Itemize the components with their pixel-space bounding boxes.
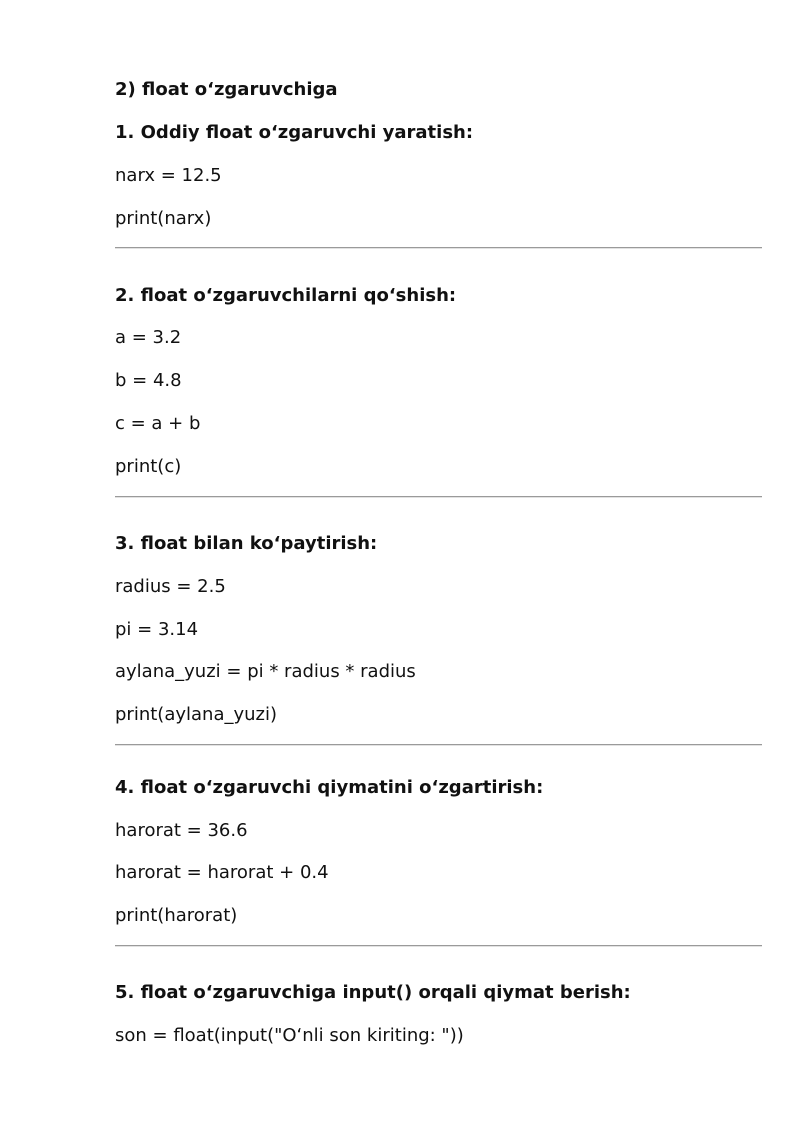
document-title: 2) float o‘zgaruvchiga [115, 79, 338, 100]
code-line: print(c) [115, 456, 182, 477]
code-line: harorat = harorat + 0.4 [115, 862, 329, 883]
code-line: c = a + b [115, 413, 201, 434]
section-divider [115, 247, 762, 249]
section-4-heading: 4. float o‘zgaruvchi qiymatini o‘zgartirish: [115, 777, 544, 798]
code-line: harorat = 36.6 [115, 820, 248, 841]
code-line: radius = 2.5 [115, 576, 226, 597]
code-line: b = 4.8 [115, 370, 182, 391]
code-line: print(narx) [115, 208, 212, 229]
section-2-heading: 2. float o‘zgaruvchilarni qo‘shish: [115, 285, 457, 306]
section-1-heading: 1. Oddiy float o‘zgaruvchi yaratish: [115, 122, 474, 143]
section-divider [115, 496, 762, 498]
section-divider [115, 945, 762, 947]
section-3-heading: 3. float bilan ko‘paytirish: [115, 533, 378, 554]
code-line: aylana_yuzi = pi * radius * radius [115, 661, 416, 682]
code-line: pi = 3.14 [115, 619, 199, 640]
code-line: narx = 12.5 [115, 165, 222, 186]
code-line: print(harorat) [115, 905, 238, 926]
code-line: print(aylana_yuzi) [115, 704, 277, 725]
code-line: a = 3.2 [115, 327, 182, 348]
section-5-heading: 5. float o‘zgaruvchiga input() orqali qiymat berish: [115, 982, 631, 1003]
code-line: son = float(input("O‘nli son kiriting: ")) [115, 1025, 464, 1046]
section-divider [115, 744, 762, 746]
